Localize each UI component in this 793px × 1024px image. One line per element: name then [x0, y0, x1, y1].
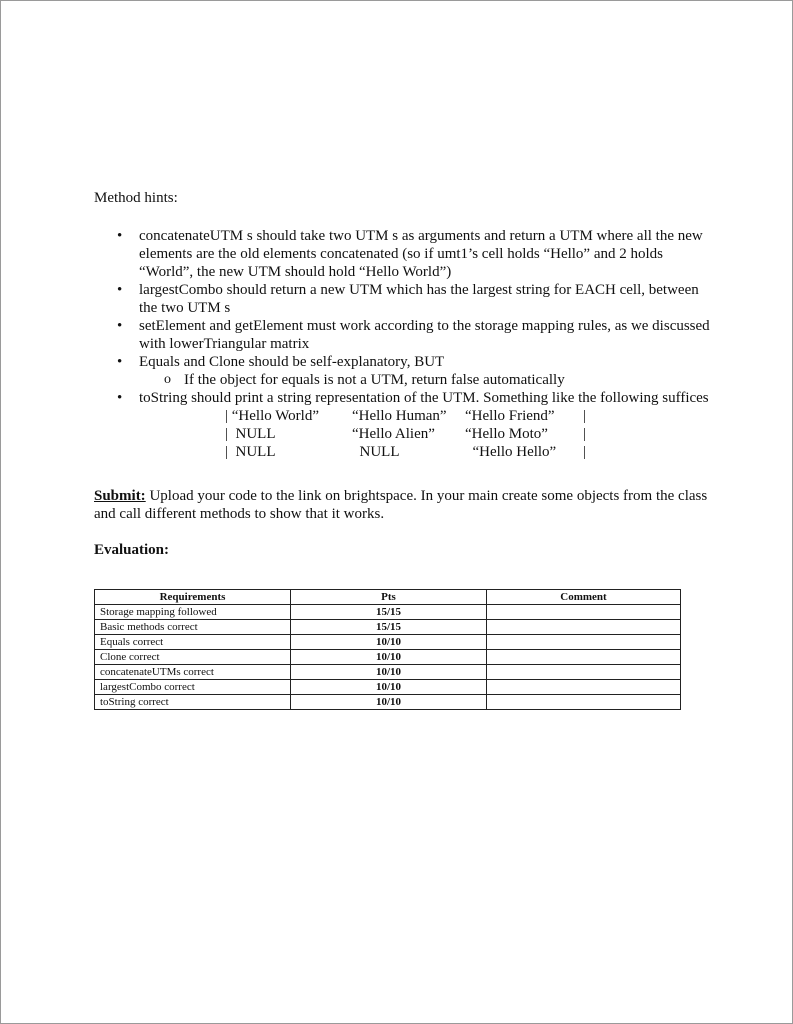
- submit-text: Upload your code to the link on brightspace. In your main create some objects from the class and call different methods to show that it works.: [94, 488, 708, 522]
- utm-cell: “Hello Moto”: [465, 426, 548, 442]
- table-row: [95, 665, 681, 680]
- table-row: [95, 695, 681, 710]
- header-comment: Comment: [487, 590, 681, 605]
- utm-cell: “Hello Human”: [352, 408, 447, 424]
- table-row: [95, 635, 681, 650]
- comment-cell[interactable]: [487, 695, 681, 710]
- requirement-cell: concatenateUTMs correct: [95, 665, 291, 680]
- pts-cell: 10/10: [291, 650, 487, 665]
- hint-text: toString should print a string representation of the UTM. Something like the following suffices: [139, 390, 709, 406]
- table-row: [95, 620, 681, 635]
- utm-bar: |: [583, 408, 587, 424]
- comment-cell[interactable]: [487, 665, 681, 680]
- hint-text: Equals and Clone should be self-explanatory, BUT: [139, 354, 445, 370]
- requirement-cell: Clone correct: [95, 650, 291, 665]
- pts-cell: 15/15: [291, 605, 487, 620]
- sub-list: [139, 371, 714, 389]
- comment-cell[interactable]: [487, 650, 681, 665]
- table-row: [95, 680, 681, 695]
- utm-cell: “Hello Alien”: [352, 426, 435, 442]
- pts-cell: 10/10: [291, 635, 487, 650]
- pts-cell: 10/10: [291, 680, 487, 695]
- evaluation-title: Evaluation:: [94, 542, 170, 558]
- table-header-row: [95, 590, 681, 605]
- utm-row: [225, 407, 714, 425]
- utm-row: [225, 443, 714, 461]
- hints-list: [94, 227, 714, 407]
- utm-cell: “Hello Friend”: [465, 408, 555, 424]
- utm-cell: NULL: [352, 444, 400, 460]
- hint-text: setElement and getElement must work according to the storage mapping rules, as we discussed with lowerTriangular matrix: [139, 318, 710, 352]
- header-requirements: Requirements: [95, 590, 291, 605]
- hint-equals-clone: [94, 353, 714, 389]
- requirement-cell: largestCombo correct: [95, 680, 291, 695]
- requirement-cell: Storage mapping followed: [95, 605, 291, 620]
- requirement-cell: toString correct: [95, 695, 291, 710]
- table-row: [95, 650, 681, 665]
- pts-cell: 10/10: [291, 695, 487, 710]
- comment-cell[interactable]: [487, 680, 681, 695]
- header-pts: Pts: [291, 590, 487, 605]
- utm-bar: |: [583, 426, 587, 442]
- utm-bar: |: [583, 444, 587, 460]
- hints-title: Method hints:: [94, 190, 178, 206]
- utm-example: [225, 407, 714, 461]
- utm-cell: | “Hello World”: [225, 408, 319, 424]
- utm-cell: “Hello Hello”: [465, 444, 557, 460]
- requirement-cell: Equals correct: [95, 635, 291, 650]
- utm-row: [225, 425, 714, 443]
- hint-text: largestCombo should return a new UTM which has the largest string for EACH cell, between the two UTM s: [139, 282, 699, 316]
- sub-hint-equals: o If the object for equals is not a UTM, return false automatically: [139, 371, 714, 389]
- submit-paragraph: [94, 487, 714, 523]
- comment-cell[interactable]: [487, 620, 681, 635]
- content: [94, 190, 714, 559]
- pts-cell: 10/10: [291, 665, 487, 680]
- comment-cell[interactable]: [487, 605, 681, 620]
- pts-cell: 15/15: [291, 620, 487, 635]
- table-row: [95, 605, 681, 620]
- hint-text: concatenateUTM s should take two UTM s as arguments and return a UTM where all the new elements are the old elements concatenated (so if umt1’s cell holds “Hello” and 2 holds “World”, the new UTM should hold “Hello World”): [139, 228, 703, 280]
- submit-label: Submit:: [94, 488, 146, 504]
- hint-tostring: [94, 389, 714, 407]
- hint-set-get-element: [94, 317, 714, 353]
- requirement-cell: Basic methods correct: [95, 620, 291, 635]
- evaluation-table: [94, 589, 681, 710]
- utm-cell: | NULL: [225, 444, 276, 460]
- hint-concatenate: [94, 227, 714, 281]
- hint-largest-combo: [94, 281, 714, 317]
- comment-cell[interactable]: [487, 635, 681, 650]
- utm-cell: | NULL: [225, 426, 276, 442]
